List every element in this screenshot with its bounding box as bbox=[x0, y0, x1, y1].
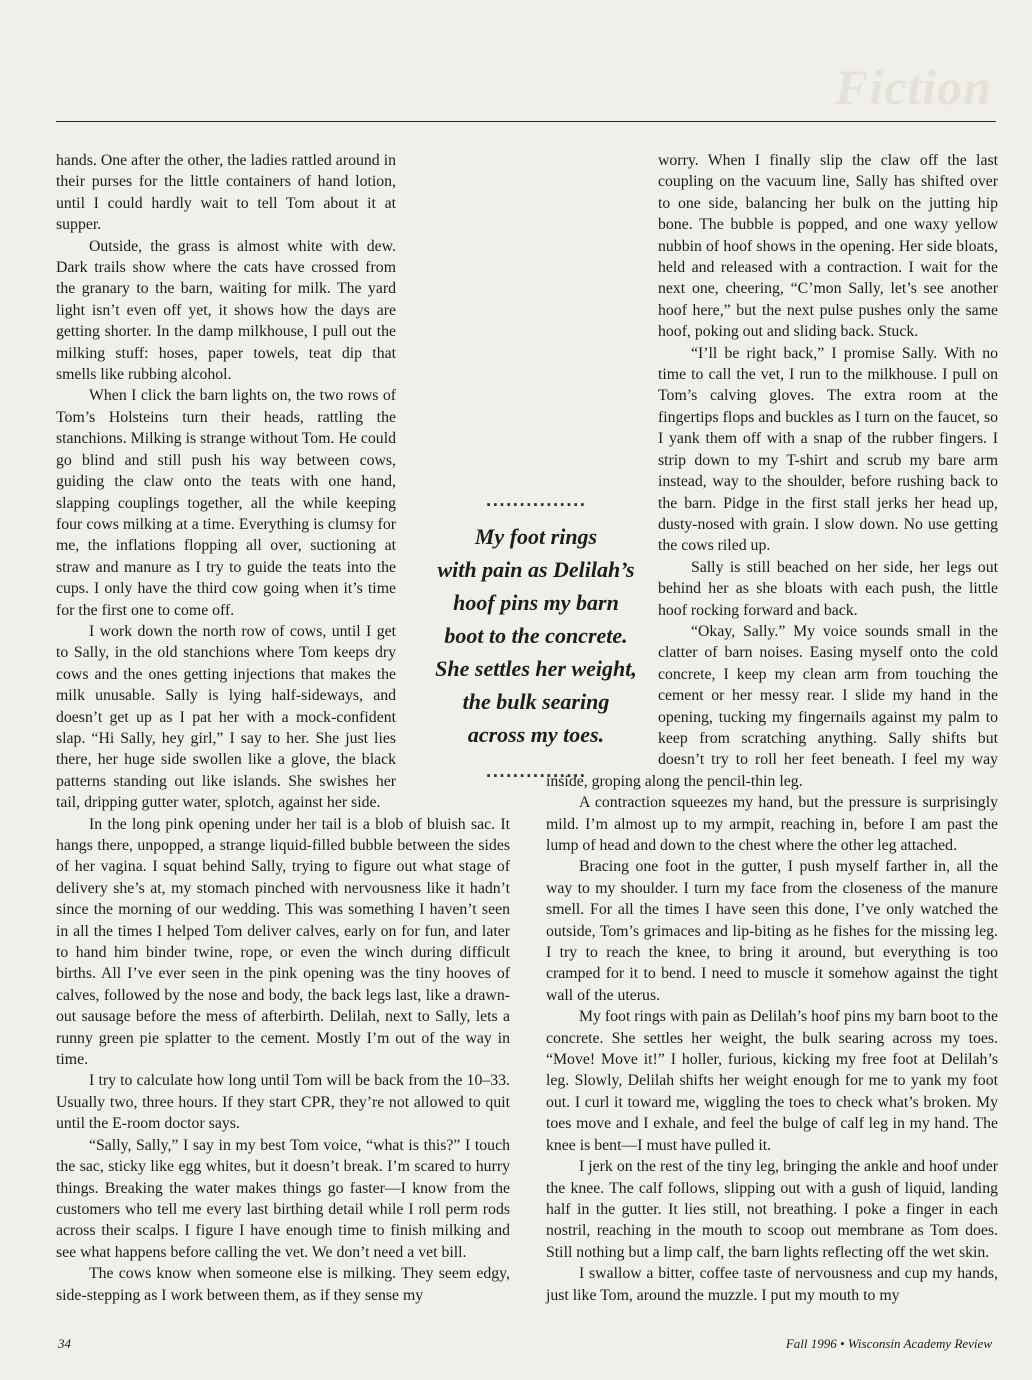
pull-quote-bottom-dots: ............... bbox=[485, 763, 587, 781]
paragraph: I work down the north row of cows, until I get to Sally, in the old stanchions where Tom keeps dry cows and the ones getting injections that makes the milk unusable. Sally is lying half-sideways, and doesn’t get up as I pat her with a mock-confident slap. “Hi Sally, hey girl,” I say to her. She just lies there, her huge side swollen like a glove, the black patterns standing out like islands. She swishes her tail, dripping gutter water, splotch, against her side. bbox=[56, 622, 396, 812]
pull-quote-line: across my toes. bbox=[467, 722, 605, 747]
paragraph: hands. One after the other, the ladies rattled around in their purses for the little containers of hand lotion, until I could hardly wait to tell Tom about it at supper. bbox=[56, 152, 396, 234]
pull-quote-line: boot to the concrete. bbox=[444, 623, 628, 648]
paragraph: A contraction squeezes my hand, but the pressure is surprisingly mild. I’m almost up to my armpit, reaching in, before I am past the lump of head and down to the chest where the other leg attached. bbox=[546, 794, 998, 854]
pull-quote bbox=[398, 492, 674, 781]
paragraph: Outside, the grass is almost white with dew. Dark trails show where the cats have crossed from the granary to the barn, waiting for milk. The yard light isn’t even off yet, it shows how the days are getting shorter. In the damp milkhouse, I pull out the milking stuff: hoses, paper towels, teat dip that smells like rubbing alcohol. bbox=[56, 237, 396, 384]
paragraph: The cows know when someone else is milking. They seem edgy, side-stepping as I work between them, as if they sense my bbox=[56, 1265, 510, 1304]
paragraph: I jerk on the rest of the tiny leg, bringing the ankle and hoof under the knee. The calf follows, slipping out with a gush of liquid, landing half in the gutter. It lies still, not breathing. I poke a finger in each nostril, reaching in the mouth to scoop out membrane as Tom does. Still nothing but a limp calf, the barn lights reflecting off the wet skin. bbox=[546, 1158, 998, 1261]
paragraph: “Sally, Sally,” I say in my best Tom voice, “what is this?” I touch the sac, sticky like egg whites, but it doesn’t break. I’m scared to hurry things. Breaking the water makes things go faster—I know from the customers who tell me every last birthing detail while I roll perm rods across their scalps. I figure I have enough time to finish milking and see what happens before calling the vet. We don’t need a vet bill. bbox=[56, 1136, 510, 1261]
paragraph: I try to calculate how long until Tom will be back from the 10–33. Usually two, three hours. If they start CPR, they’re not allowed to quit until the E-room doctor says. bbox=[56, 1072, 510, 1133]
pull-quote-text bbox=[398, 520, 674, 751]
pull-quote-top-dots: ............... bbox=[485, 492, 587, 510]
pull-quote-line: with pain as Delilah’s bbox=[437, 557, 635, 582]
paragraph: In the long pink opening under her tail is a blob of bluish sac. It hangs there, unpopped, a strange liquid-filled bubble between the sides of her vagina. I squat behind Sally, trying to figure out what stage of delivery she’s at, my stomach pinched with nervousness like it hadn’t since the morning of our wedding. This was something I haven’t seen in all the times I helped Tom deliver calves, early on for fun, and later to hand him binder twine, rope, or even the winch during difficult births. All I’ve ever seen in the pink opening was the tiny hooves of calves, followed by the nose and body, the back legs last, like a drawn-out sausage before the mess of afterbirth. Delilah, next to Sally, lets a runny green pie splatter to the cement. Mostly I’m out of the way in time. bbox=[56, 815, 510, 1069]
paragraph: “I’ll be right back,” I promise Sally. With no time to call the vet, I run to the milkhouse. I pull on Tom’s calving gloves. The extra room at the fingertips flops and buckles as I turn on the faucet, so I yank them off with a snap of the rubber fingers. I strip down to my T-shirt and scrub my bare arm instead, way to the shoulder, before rushing back to the barn. Pidge in the first stall jerks her head up, dusty-nosed with grain. I slow down. No use getting the cows riled up. bbox=[658, 344, 998, 555]
paragraph: “Okay, Sally.” My voice sounds small in the clatter of barn noises. Easing myself onto the cold concrete, I keep my clean arm from touching the cement or her messy rear. I slide my hand in the opening, tucking my fingernails against my palm to keep from scratching anything. Sally shifts but doesn’t try to roll her feet beneath. I feel my way inside, groping along the pencil-thin leg. bbox=[546, 622, 998, 790]
paragraph: When I click the barn lights on, the two rows of Tom’s Holsteins turn their heads, rattling the stanchions. Milking is strange without Tom. He could go blind and still push his way between cows, guiding the claw onto the teats with one hand, slapping couplings together, all the while keeping four cows milking at a time. Everything is clumsy for me, the inflations flopping all over, suctioning at straw and manure as I try to guide the teats into the cups. I only have the third cow going when it’s time for the first one to come off. bbox=[56, 387, 396, 619]
header-rule bbox=[56, 121, 996, 122]
pull-quote-line: the bulk searing bbox=[462, 689, 610, 714]
pull-quote-line: My foot rings bbox=[474, 524, 598, 549]
paragraph: My foot rings with pain as Delilah’s hoof pins my barn boot to the concrete. She settles her weight, the bulk searing across my toes. “Move! Move it!” I holler, furious, kicking my free foot at Delilah’s leg. Slowly, Delilah shifts her weight enough for me to yank my foot out. I curl it toward me, wiggling the toes to check what’s broken. My toes move and I exhale, and feel the bulge of calf leg in my hand. The knee is bent—I must have pulled it. bbox=[546, 1008, 999, 1154]
pull-quote-line: She settles her weight, bbox=[435, 656, 637, 681]
paragraph: Sally is still beached on her side, her legs out behind her as she bloats with each push, the little hoof rocking forward and back. bbox=[658, 558, 998, 619]
pull-quote-line: hoof pins my barn bbox=[453, 590, 619, 615]
page-number: 34 bbox=[58, 1336, 71, 1351]
paragraph: worry. When I finally slip the claw off the last coupling on the vacuum line, Sally has shifted over to one side, balancing her bulk on the jutting hip bone. The bubble is popped, and one waxy yellow nubbin of hoof shows in the opening. Her side bloats, held and released with a contraction. I wait for the next one, cheering, “C’mon Sally, let’s see another hoof here,” but the next pulse pushes only the same hoof, poking out and sliding back. Stuck. bbox=[658, 152, 998, 341]
paragraph: I swallow a bitter, coffee taste of nervousness and cup my hands, just like Tom, around the muzzle. I put my mouth to my bbox=[546, 1265, 998, 1304]
section-label: Fiction bbox=[834, 59, 992, 115]
paragraph: Bracing one foot in the gutter, I push myself farther in, all the way to my shoulder. I turn my face from the closeness of the manure smell. For all the times I have seen this done, I’ve only watched the outside, Tom’s grimaces and lip-biting as he fishes for the missing leg. I try to reach the knee, to bring it around, but everything is too cramped for it to bend. I need to muscle it somehow against the tight wall of the uterus. bbox=[546, 858, 998, 1004]
issue-info: Fall 1996 • Wisconsin Academy Review bbox=[785, 1336, 992, 1351]
